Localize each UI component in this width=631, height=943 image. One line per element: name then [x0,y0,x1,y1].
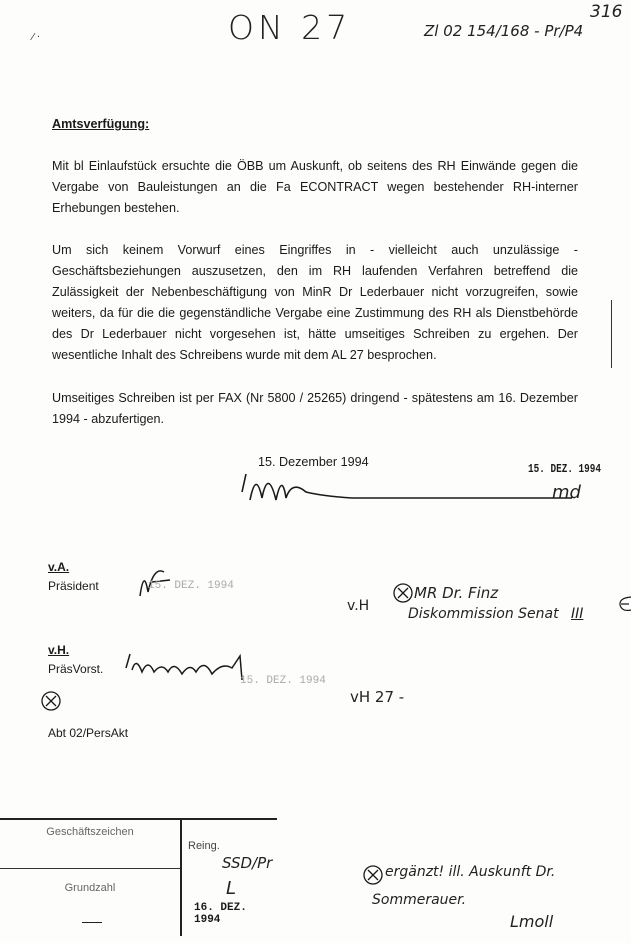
prasvorst-label: PräsVorst. [48,662,104,676]
stamp-faint-1: 15. DEZ. 1994 [148,580,234,592]
stamp-vertical [180,820,182,936]
heading: Amtsverfügung: [52,117,150,131]
circle-x-icon [392,582,414,604]
stamp-row-1: Geschäftszeichen [46,826,134,838]
paragraph-2: Um sich keinem Vorwurf eines Eingriffes in - vielleicht auch unzulässige - Geschäftsbeziehungen auszusetzen, den im RH laufenden Verfahren betreffend die Zulässigkeit der Nebenbeschäftigung von MinR Dr Lederbauer nicht vorzugreifen, sowie weiters, da für die die gegenständliche Vergabe eine Zustimmung des RH als Dienstbehörde des Dr Lederbauer nicht vorgesehen ist, hätte umseitiges Schreiben zu ergehen. Der wesentliche Inhalt des Schreibens wurde mit dem AL 27 besprochen. [52,243,578,362]
reference-number: Zl 02 154/168 - Pr/P4 [424,22,584,40]
received-initials: md [552,482,581,503]
bottom-signature: Lmoll [510,912,554,931]
bottom-note-line1: ergänzt! ill. Auskunft Dr. [385,864,556,880]
circle-x-icon-2 [40,690,62,712]
circle-x-icon-3 [362,864,384,886]
stamp-date: 16. DEZ. 1994 [194,902,247,926]
stamp-divider [0,868,180,869]
note-1-line1: MR Dr. Finz [414,584,499,602]
president-label: Präsident [48,579,99,593]
abt-label: Abt 02/PersAkt [48,726,129,740]
margin-marks: ⁄ · [32,32,41,43]
vh-label: v.H. [48,643,70,657]
reing-label: Reing. [188,840,220,852]
header-stamp: ON 27 [228,8,352,47]
page-number: 316 [590,2,623,22]
registry-stamp-box [0,818,277,936]
note-1-roman: III [571,606,584,622]
stamp-row-2-blank [82,922,102,923]
va-label: v.A. [48,560,70,574]
note-1-prefix: v.H [347,598,370,614]
date-line: 15. Dezember 1994 [258,455,369,469]
reing-value: SSD/Pr [222,854,273,872]
stamp-mark: L [226,878,237,899]
received-stamp: 15. DEZ. 1994 [528,462,602,476]
margin-line [611,300,612,368]
margin-circle-icon [617,594,631,614]
stamp-faint-2: 15. DEZ. 1994 [240,675,326,687]
bottom-note-line2: Sommerauer. [372,892,467,908]
stamp-row-2: Grundzahl [64,882,116,894]
note-1-line2: Diskommission Senat [408,606,559,622]
note-2: vH 27 - [350,688,405,706]
signature-scrawl [232,462,592,512]
paragraph-3: Umseitiges Schreiben ist per FAX (Nr 5800 / 25265) dringend - spätestens am 16. Dezember 1994 - abzufertigen. [52,391,578,426]
paragraph-1: Mit bl Einlaufstück ersuchte die ÖBB um Auskunft, ob seitens des RH Einwände gegen die Vergabe von Bauleistungen an die Fa ECONTRACT wegen bestehender RH-interner Erhebungen bestehen. [52,159,578,215]
